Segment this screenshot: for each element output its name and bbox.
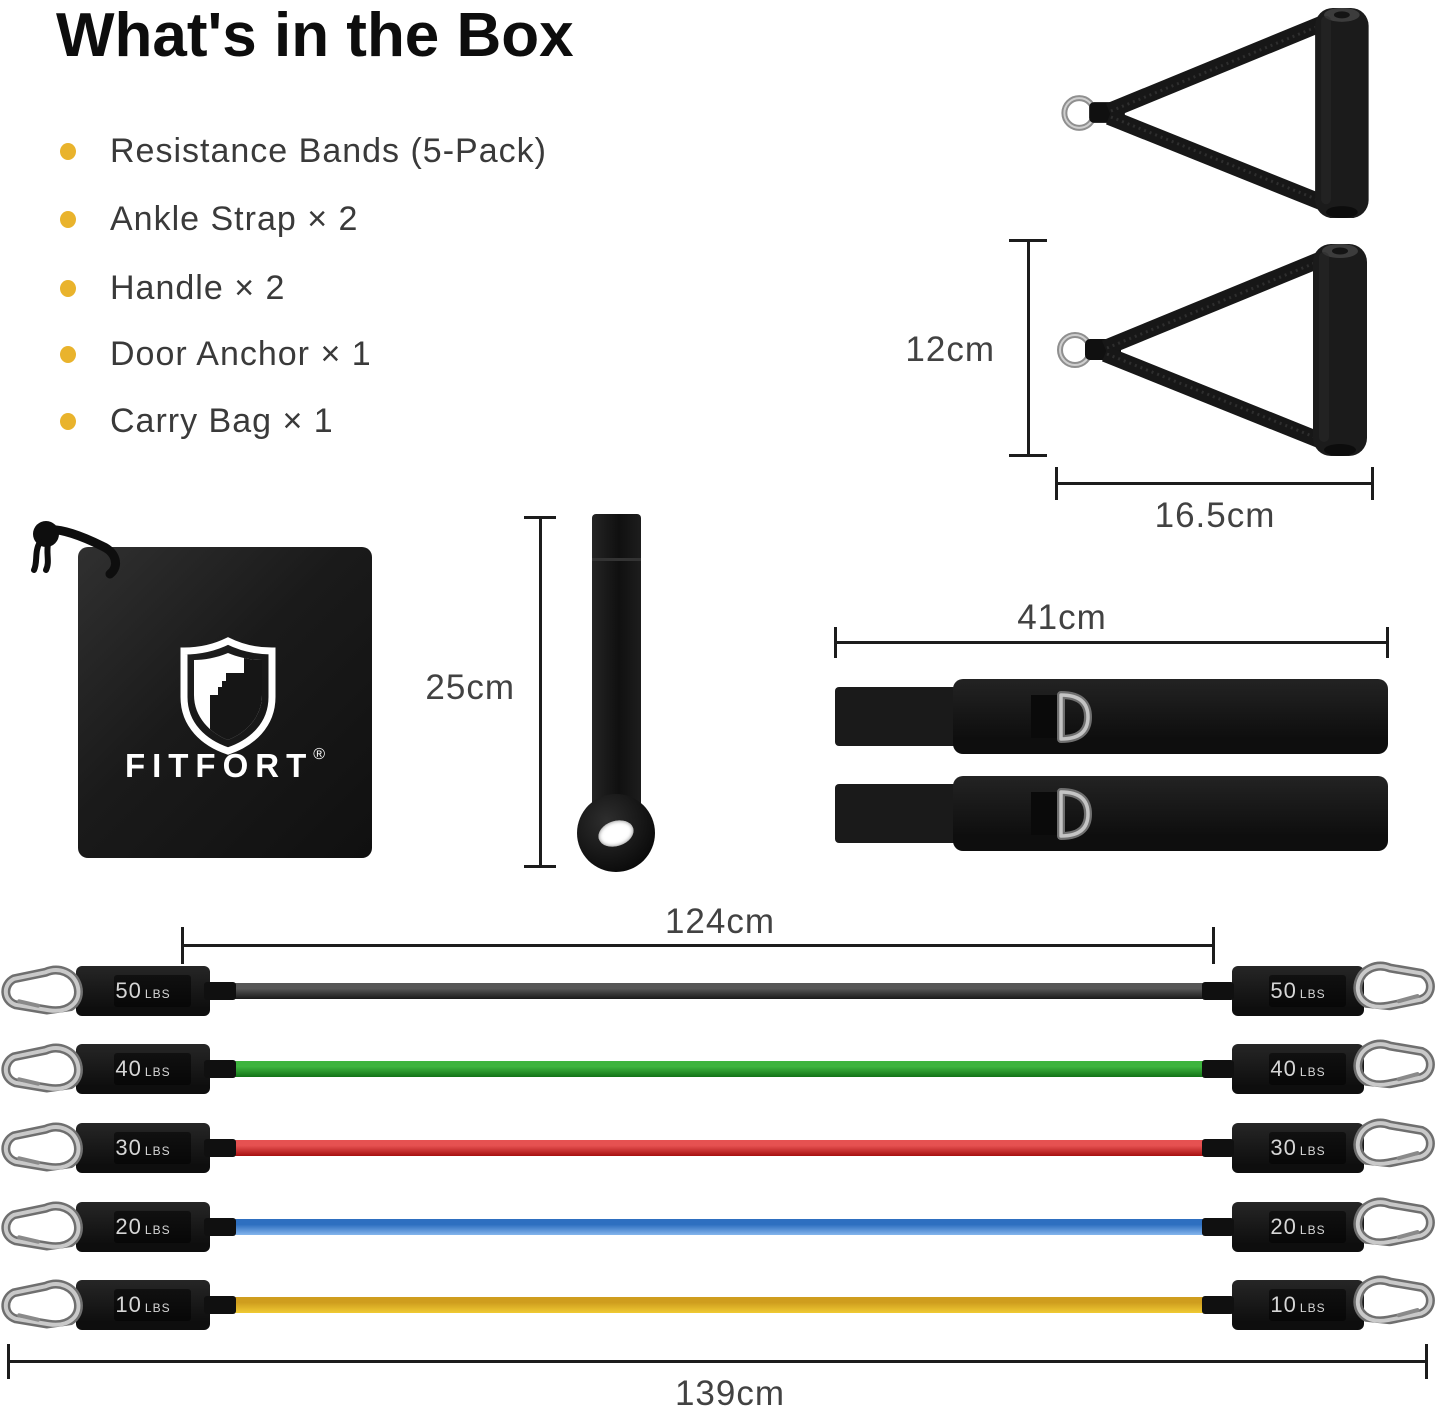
band-sleeve <box>1232 1044 1364 1094</box>
band-weight-unit: LBS <box>144 1223 171 1237</box>
bullet-icon <box>60 413 76 430</box>
band-length-dimension-line <box>182 944 1214 947</box>
list-item <box>60 398 334 444</box>
band-weight-value: 20 <box>115 1214 142 1239</box>
total-length-dimension-line <box>8 1360 1428 1363</box>
door-anchor-stopper <box>577 794 655 872</box>
carabiner-icon <box>1350 1272 1436 1329</box>
band-sleeve <box>76 1280 210 1330</box>
carabiner-icon <box>0 961 87 1020</box>
dimension-cap <box>181 927 184 964</box>
list-item-label: Carry Bag × 1 <box>110 401 334 440</box>
ankle-strap-dimension-label: 41cm <box>1017 598 1107 637</box>
total-length-dimension-label: 139cm <box>674 1374 786 1412</box>
handle-width-dimension-line <box>1056 482 1373 485</box>
band-weight-value: 30 <box>115 1135 142 1160</box>
band-connector <box>1202 1139 1234 1157</box>
carabiner-icon <box>1350 958 1436 1015</box>
band-sleeve <box>1232 966 1364 1016</box>
band-weight-unit: LBS <box>1299 1301 1326 1315</box>
list-item-label: Ankle Strap × 2 <box>110 199 359 238</box>
list-item <box>60 196 358 242</box>
band-tube <box>226 1297 1216 1313</box>
ankle-strap-image <box>835 679 1388 754</box>
ankle-strap-image <box>835 776 1388 851</box>
bullet-icon <box>60 211 76 228</box>
band-weight-value: 40 <box>115 1056 142 1081</box>
carabiner-icon <box>0 1275 87 1334</box>
band-sleeve <box>1232 1123 1364 1173</box>
band-weight-value: 30 <box>1270 1135 1297 1160</box>
band-weight-label <box>115 1214 170 1240</box>
band-weight-label <box>1270 1056 1325 1082</box>
band-length-dimension-label: 124cm <box>664 902 776 941</box>
band-weight-value: 10 <box>1270 1292 1297 1317</box>
band-connector <box>1202 982 1234 1000</box>
door-anchor-seam <box>592 558 641 561</box>
list-item-label: Door Anchor × 1 <box>110 334 372 373</box>
band-weight-label <box>1270 1214 1325 1240</box>
dimension-cap <box>7 1344 10 1379</box>
band-connector <box>1202 1296 1234 1314</box>
band-connector <box>204 1296 236 1314</box>
handle-height-dimension-label: 12cm <box>905 330 995 369</box>
band-weight-label <box>115 1292 170 1318</box>
band-tube <box>226 1061 1216 1077</box>
carabiner-icon <box>1350 1194 1436 1251</box>
d-ring-icon <box>1053 786 1093 842</box>
carabiner-icon <box>0 1039 87 1098</box>
ankle-strap-dimension-line <box>835 641 1388 644</box>
band-sleeve <box>1232 1280 1364 1330</box>
brand-name: FITFORT <box>124 747 314 784</box>
band-weight-label <box>1270 978 1325 1004</box>
band-sleeve <box>76 1044 210 1094</box>
band-connector <box>204 1139 236 1157</box>
dimension-cap <box>524 516 556 519</box>
band-connector <box>204 982 236 1000</box>
band-row <box>0 1122 1436 1174</box>
band-weight-unit: LBS <box>1299 1065 1326 1079</box>
door-anchor-dimension-label: 25cm <box>425 668 515 707</box>
dimension-cap <box>1009 239 1047 242</box>
carabiner-icon <box>1350 1036 1436 1093</box>
band-row <box>0 1201 1436 1253</box>
carabiner-icon <box>0 1197 87 1256</box>
bullet-icon <box>60 143 76 160</box>
drawstring-cord-image <box>24 512 134 592</box>
band-weight-label <box>1270 1292 1325 1318</box>
band-connector <box>204 1060 236 1078</box>
band-weight-value: 50 <box>115 978 142 1003</box>
list-item-label: Handle × 2 <box>110 268 286 307</box>
band-weight-label <box>115 1135 170 1161</box>
handle-height-dimension-line <box>1027 240 1030 456</box>
handle-product-image <box>1056 2 1376 224</box>
carry-bag-image <box>78 547 372 858</box>
band-weight-label <box>115 978 170 1004</box>
carabiner-icon <box>1350 1115 1436 1172</box>
band-connector <box>1202 1218 1234 1236</box>
band-weight-unit: LBS <box>144 987 171 1001</box>
band-weight-value: 10 <box>115 1292 142 1317</box>
dimension-cap <box>1371 467 1374 500</box>
band-weight-unit: LBS <box>1299 1223 1326 1237</box>
band-tube <box>226 983 1216 999</box>
list-item-label: Resistance Bands (5-Pack) <box>110 131 547 170</box>
door-anchor-dimension-line <box>539 517 542 868</box>
dimension-cap <box>1425 1344 1428 1379</box>
band-weight-unit: LBS <box>144 1144 171 1158</box>
bullet-icon <box>60 280 76 297</box>
d-ring-icon <box>1053 689 1093 745</box>
band-connector <box>1202 1060 1234 1078</box>
list-item <box>60 265 285 311</box>
list-item <box>60 128 547 174</box>
ankle-strap-pad <box>953 679 1388 754</box>
handle-width-dimension-label: 16.5cm <box>1154 496 1276 535</box>
band-connector <box>204 1218 236 1236</box>
band-row <box>0 1279 1436 1331</box>
band-row <box>0 965 1436 1017</box>
band-weight-value: 40 <box>1270 1056 1297 1081</box>
carabiner-icon <box>0 1118 87 1177</box>
dimension-cap <box>524 865 556 868</box>
band-weight-value: 50 <box>1270 978 1297 1003</box>
band-weight-unit: LBS <box>144 1065 171 1079</box>
list-item <box>60 331 372 377</box>
band-tube <box>226 1140 1216 1156</box>
band-weight-unit: LBS <box>1299 1144 1326 1158</box>
band-weight-unit: LBS <box>144 1301 171 1315</box>
door-anchor-image <box>592 514 641 810</box>
band-tube <box>226 1219 1216 1235</box>
page-title: What's in the Box <box>56 1 574 70</box>
dimension-cap <box>834 627 837 658</box>
band-weight-unit: LBS <box>1299 987 1326 1001</box>
dimension-cap <box>1055 467 1058 500</box>
dimension-cap <box>1212 927 1215 964</box>
band-sleeve <box>76 1123 210 1173</box>
bullet-icon <box>60 346 76 363</box>
brand-row <box>78 746 372 785</box>
band-sleeve <box>76 966 210 1016</box>
band-row <box>0 1043 1436 1095</box>
brand-shield-logo <box>178 637 278 755</box>
band-sleeve <box>1232 1202 1364 1252</box>
ankle-strap-pad <box>953 776 1388 851</box>
band-weight-label <box>115 1056 170 1082</box>
band-weight-label <box>1270 1135 1325 1161</box>
dimension-cap <box>1009 454 1047 457</box>
handle-product-image <box>1052 238 1374 462</box>
door-anchor-hole <box>595 816 637 851</box>
band-sleeve <box>76 1202 210 1252</box>
registered-trademark-icon: ® <box>313 746 326 763</box>
dimension-cap <box>1386 627 1389 658</box>
band-weight-value: 20 <box>1270 1214 1297 1239</box>
